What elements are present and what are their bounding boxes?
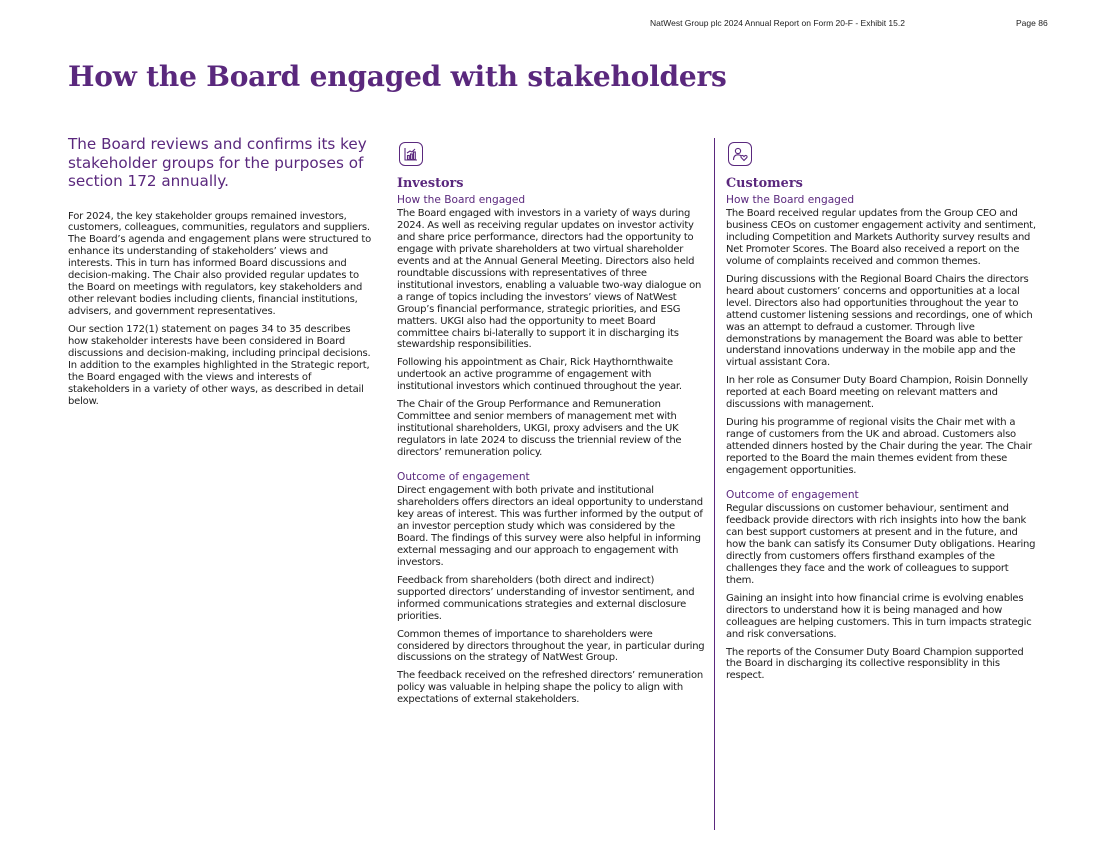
- intro-paragraph: Our section 172(1) statement on pages 34 to 35 describes how stakeholder interests have been considered in Board discussions and decision-making, including principal decisions. In addition to the examples highlighted in the Strategic report, the Board engaged with the views and interests of stakeholders in a variety of other ways, as described in detail below.: [68, 324, 371, 407]
- customers-outcome-paragraph: Regular discussions on customer behaviour, sentiment and feedback provide directors with rich insights into how the bank can best support customers at present and in the future, and how the bank can satisfy its Consumer Duty obligations. Hearing directly from customers offers firsthand examples of the challenges they face and the work of colleagues to support them.: [726, 503, 1036, 586]
- investors-engaged-paragraph: The Board engaged with investors in a variety of ways during 2024. As well as receiving regular updates on investor activity and share price performance, directors had the opportunity to engage with private shareholders at two virtual shareholder events and at the Annual General Meeting. Directors also held roundtable discussions with representatives of three institutional investors, enabling a valuable two-way dialogue on a range of topics including the investors’ views of NatWest Group’s financial performance, strategic priorities, and ESG matters. UKGI also had the opportunity to meet Board committee chairs bi-laterally to support it in discharging its stewardship responsibilities.: [397, 208, 702, 351]
- customers-engaged-heading: How the Board engaged: [726, 194, 855, 206]
- customers-engaged-paragraph: The Board received regular updates from the Group CEO and business CEOs on customer engagement activity and sentiment, including Competition and Markets Authority survey results and Net Promoter Scores. The Board also received a report on the volume of complaints received and common themes.: [726, 208, 1036, 267]
- customers-engaged-paragraph: In her role as Consumer Duty Board Champion, Roisin Donnelly reported at each Board meeting on relevant matters and discussions with management.: [726, 375, 1028, 411]
- customers-outcome-paragraph: Gaining an insight into how financial crime is evolving enables directors to understand how it is being managed and how colleagues are helping customers. This in turn impacts strategic and risk conversations.: [726, 592, 1032, 640]
- investors-engaged-heading: How the Board engaged: [397, 194, 526, 206]
- document-title: NatWest Group plc 2024 Annual Report on Form 20-F - Exhibit 15.2: [650, 18, 905, 28]
- customer-heart-icon: [728, 142, 752, 166]
- intro-paragraph: For 2024, the key stakeholder groups remained investors, customers, colleagues, communities, regulators and suppliers. The Board’s agenda and engagement plans were structured to enhance its understanding of stakeholders’ views and interests. This in turn has informed Board discussions and decision-making. The Chair also provided regular updates to the Board on meetings with regulators, key stakeholders and other relevant bodies including clients, financial institutions, advisers, and government representatives.: [68, 210, 372, 318]
- investors-outcome-paragraph: Feedback from shareholders (both direct and indirect) supported directors’ understanding of investor sentiment, and informed communications strategies and external disclosure priorities.: [397, 574, 695, 622]
- customers-engaged-paragraph: During discussions with the Regional Board Chairs the directors heard about customers’ concerns and opportunities at a local level. Directors also had opportunities throughout the year to attend customer listening sessions and recordings, one of which was an attempt to defraud a customer. Through live demonstrations by management the Board was able to better understand innovations underway in the mobile app and the virtual assistant Cora.: [726, 273, 1033, 369]
- page-number: Page 86: [1016, 18, 1048, 28]
- intro-lead: The Board reviews and confirms its key stakeholder groups for the purposes of section 172 annually.: [68, 135, 367, 190]
- customers-outcome-paragraph: The reports of the Consumer Duty Board Champion supported the Board in discharging its collective responsiblity in this respect.: [726, 646, 1024, 682]
- investors-engaged-paragraph: Following his appointment as Chair, Rick Haythornthwaite undertook an active programme of engagement with institutional investors which continued throughout the year.: [397, 357, 682, 393]
- investors-column: [397, 135, 705, 712]
- page-title: How the Board engaged with stakeholders: [68, 60, 727, 93]
- customers-column: [726, 135, 1036, 688]
- column-divider: [714, 138, 715, 830]
- investors-outcome-paragraph: The feedback received on the refreshed directors’ remuneration policy was valuable in helping shape the policy to align with expectations of external stakeholders.: [397, 670, 703, 706]
- customers-outcome-heading: Outcome of engagement: [726, 489, 859, 502]
- investors-outcome-paragraph: Common themes of importance to shareholders were considered by directors throughout the year, in particular during discussions on the strategy of NatWest Group.: [397, 628, 705, 664]
- customers-engaged-paragraph: During his programme of regional visits the Chair met with a range of customers from the UK and abroad. Customers also attended dinners hosted by the Chair during the year. The Chair reported to the Board the main themes evident from these engagement opportunities.: [726, 417, 1032, 477]
- chart-icon: [399, 142, 423, 166]
- page-header: [0, 18, 1100, 34]
- intro-column: [68, 135, 372, 414]
- investors-outcome-heading: Outcome of engagement: [397, 471, 530, 484]
- investors-outcome-paragraph: Direct engagement with both private and institutional shareholders offers directors an ideal opportunity to understand key areas of interest. This was further informed by the output of an investor perception study which was considered by the Board. The findings of this survey were also helpful in informing external messaging and our approach to engagement with investors.: [397, 485, 703, 568]
- customers-heading: Customers: [726, 176, 803, 191]
- investors-engaged-paragraph: The Chair of the Group Performance and Remuneration Committee and senior members of management met with institutional shareholders, UKGI, proxy advisers and the UK regulators in late 2024 to discuss the triennial review of the directors’ remuneration policy.: [397, 399, 682, 459]
- investors-heading: Investors: [397, 176, 464, 191]
